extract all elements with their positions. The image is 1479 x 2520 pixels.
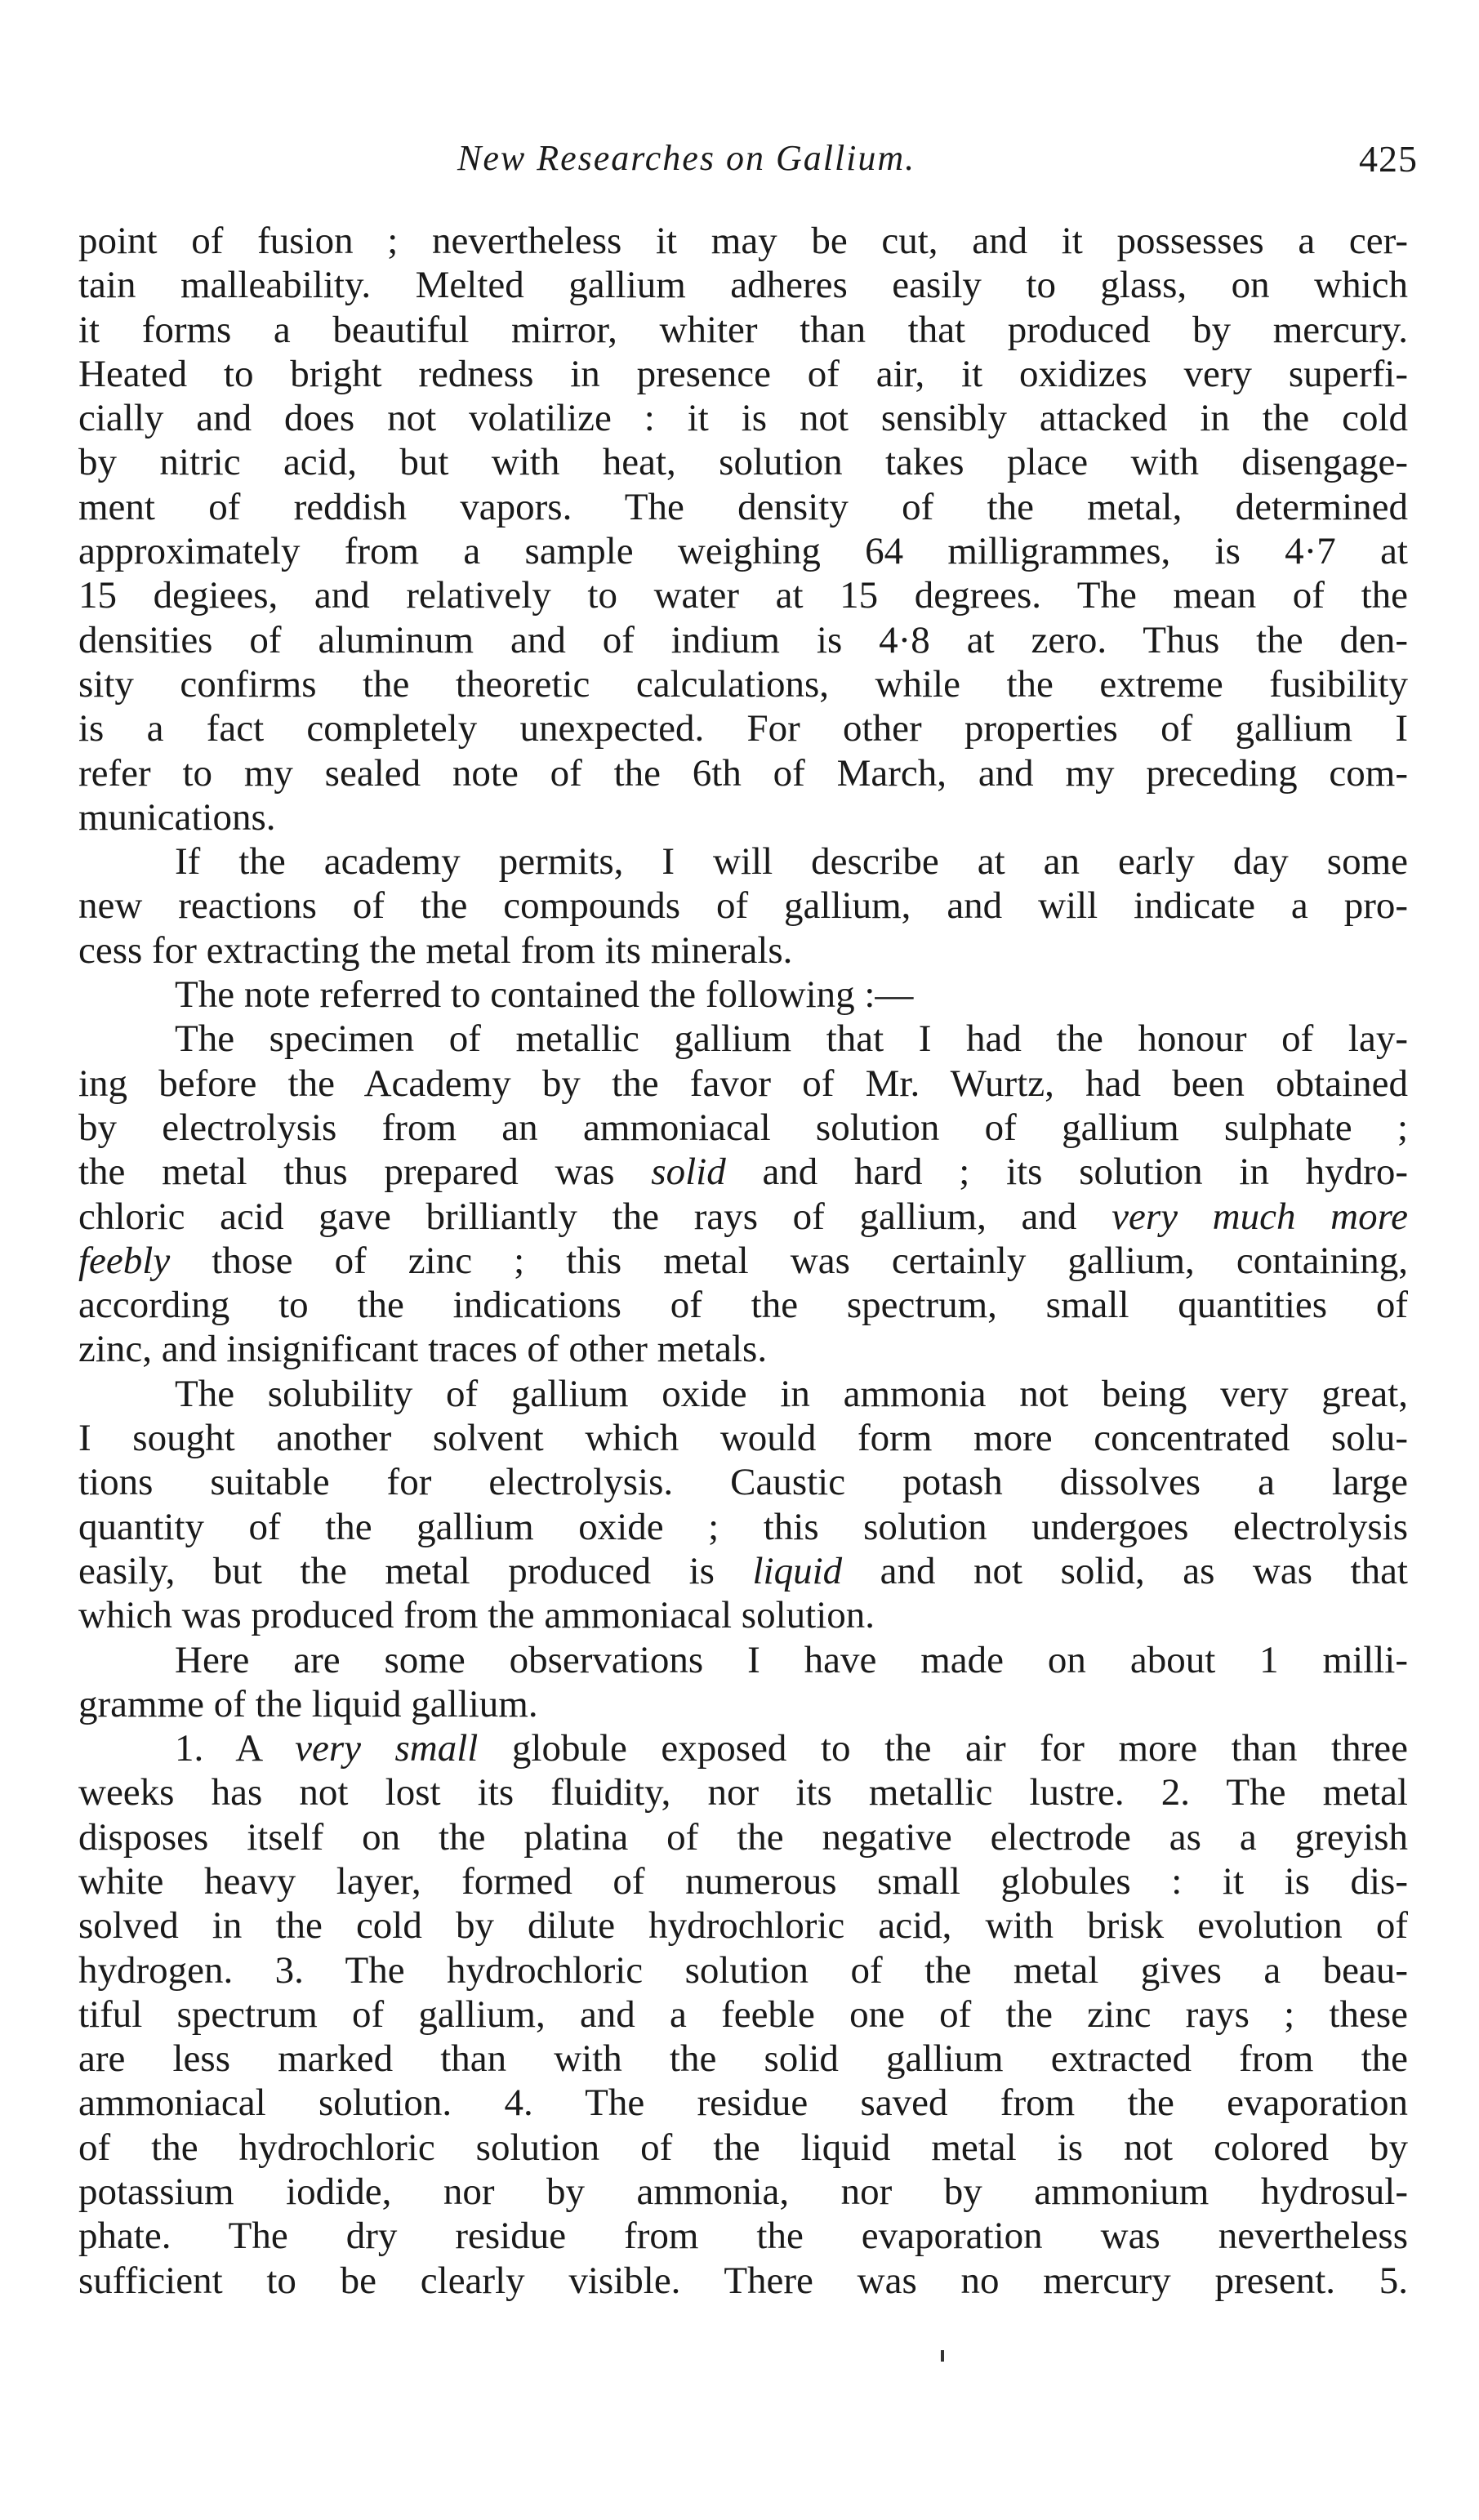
italic-text-run: liquid	[752, 1549, 843, 1592]
text-line: hydrogen. 3. The hydrochloric solution of the metal gives a beau-	[78, 1948, 1408, 1992]
text-line: are less marked than with the solid gallium extracted from the	[78, 2037, 1408, 2081]
text-line: ing before the Academy by the favor of Mr. Wurtz, had been obtained	[78, 1062, 1408, 1105]
italic-text-run: very small	[295, 1727, 479, 1770]
text-line: new reactions of the compounds of gallium, and will indicate a pro-	[78, 884, 1408, 928]
text-line	[78, 1195, 1408, 1239]
text-line: it forms a beautiful mirror, whiter than that produced by mercury.	[78, 308, 1408, 351]
text-line	[78, 1549, 1408, 1593]
text-line: ammoniacal solution. 4. The residue saved from the evaporation	[78, 2081, 1408, 2125]
text-line: If the academy permits, I will describe at an early day some	[175, 840, 1408, 884]
text-line: phate. The dry residue from the evaporation was nevertheless	[78, 2215, 1408, 2258]
text-line: sity confirms the theoretic calculations, while the extreme fusibility	[78, 662, 1408, 706]
text-line: sufficient to be clearly visible. There was no mercury present. 5.	[78, 2259, 1408, 2302]
italic-text-run: solid	[651, 1151, 726, 1194]
text-line: The specimen of metallic gallium that I had the honour of lay-	[175, 1017, 1408, 1061]
text-run: easily, but the metal produced is	[78, 1549, 753, 1592]
text-line: solved in the cold by dilute hydrochloric acid, with brisk evolution of	[78, 1904, 1408, 1948]
text-line: disposes itself on the platina of the negative electrode as a greyish	[78, 1815, 1408, 1859]
text-line: densities of aluminum and of indium is 4·8 at zero. Thus the den-	[78, 618, 1408, 661]
text-line: The solubility of gallium oxide in ammonia not being very great,	[175, 1372, 1408, 1415]
text-line: potassium iodide, nor by ammonia, nor by ammonium hydrosul-	[78, 2170, 1408, 2214]
text-run: chloric acid gave brilliantly the rays of gallium, and	[78, 1195, 1112, 1238]
text-line: weeks has not lost its fluidity, nor its metallic lustre. 2. The metal	[78, 1771, 1408, 1814]
text-run: and not solid, as was that	[842, 1549, 1408, 1592]
text-run: those of zinc ; this metal was certainly gallium, containing,	[170, 1239, 1408, 1282]
text-run: 1. A	[175, 1727, 296, 1770]
text-line: which was produced from the ammoniacal solution.	[78, 1594, 875, 1637]
text-line: tiful spectrum of gallium, and a feeble one of the zinc rays ; these	[78, 1992, 1408, 2036]
text-line: point of fusion ; nevertheless it may be cut, and it possesses a cer-	[78, 220, 1408, 262]
text-line	[78, 1150, 1408, 1194]
printing-speck	[941, 2350, 944, 2362]
text-line	[78, 1239, 1408, 1283]
text-line: refer to my sealed note of the 6th of March, and my preceding com-	[78, 751, 1408, 795]
italic-text-run: feebly	[78, 1239, 171, 1282]
body-text	[78, 219, 1408, 2303]
text-line: is a fact completely unexpected. For other properties of gallium I	[78, 707, 1408, 750]
running-title: New Researches on Gallium.	[457, 138, 916, 178]
text-run: and hard ; its solution in hydro-	[725, 1151, 1408, 1194]
text-line: according to the indications of the spectrum, small quantities of	[78, 1284, 1408, 1327]
text-line: quantity of the gallium oxide ; this solution undergoes electrolysis	[78, 1505, 1408, 1548]
text-line: tain malleability. Melted gallium adheres easily to glass, on which	[78, 264, 1408, 307]
text-line: by nitric acid, but with heat, solution takes place with disengage-	[78, 441, 1408, 484]
italic-text-run: very much more	[1111, 1195, 1408, 1238]
page-number: 425	[1359, 138, 1418, 180]
text-line: 15 degiees, and relatively to water at 15 degrees. The mean of the	[78, 574, 1408, 617]
text-line: Here are some observations I have made on about 1 milli-	[175, 1638, 1408, 1681]
text-line: The note referred to contained the following :—	[175, 973, 914, 1017]
text-line: gramme of the liquid gallium.	[78, 1682, 538, 1725]
text-line: I sought another solvent which would form more concentrated solu-	[78, 1417, 1408, 1460]
text-line: white heavy layer, formed of numerous small globules : it is dis-	[78, 1859, 1408, 1903]
text-run: the metal thus prepared was	[78, 1151, 652, 1194]
text-run: globule exposed to the air for more than three	[478, 1727, 1408, 1770]
text-line: by electrolysis from an ammoniacal solution of gallium sulphate ;	[78, 1106, 1408, 1149]
text-line: zinc, and insignificant traces of other metals.	[78, 1328, 768, 1371]
text-line: of the hydrochloric solution of the liquid metal is not colored by	[78, 2126, 1408, 2169]
text-line: cess for extracting the metal from its minerals.	[78, 928, 793, 972]
text-line: Heated to bright redness in presence of air, it oxidizes very superfi-	[78, 352, 1408, 395]
text-line: tions suitable for electrolysis. Caustic potash dissolves a large	[78, 1461, 1408, 1504]
text-line: ment of reddish vapors. The density of the metal, determined	[78, 485, 1408, 528]
text-line	[78, 1726, 1408, 1770]
page-header	[78, 137, 1418, 186]
text-line: munications.	[78, 795, 276, 839]
text-line: approximately from a sample weighing 64 milligrammes, is 4·7 at	[78, 530, 1408, 573]
text-line: cially and does not volatilize : it is not sensibly attacked in the cold	[78, 397, 1408, 440]
